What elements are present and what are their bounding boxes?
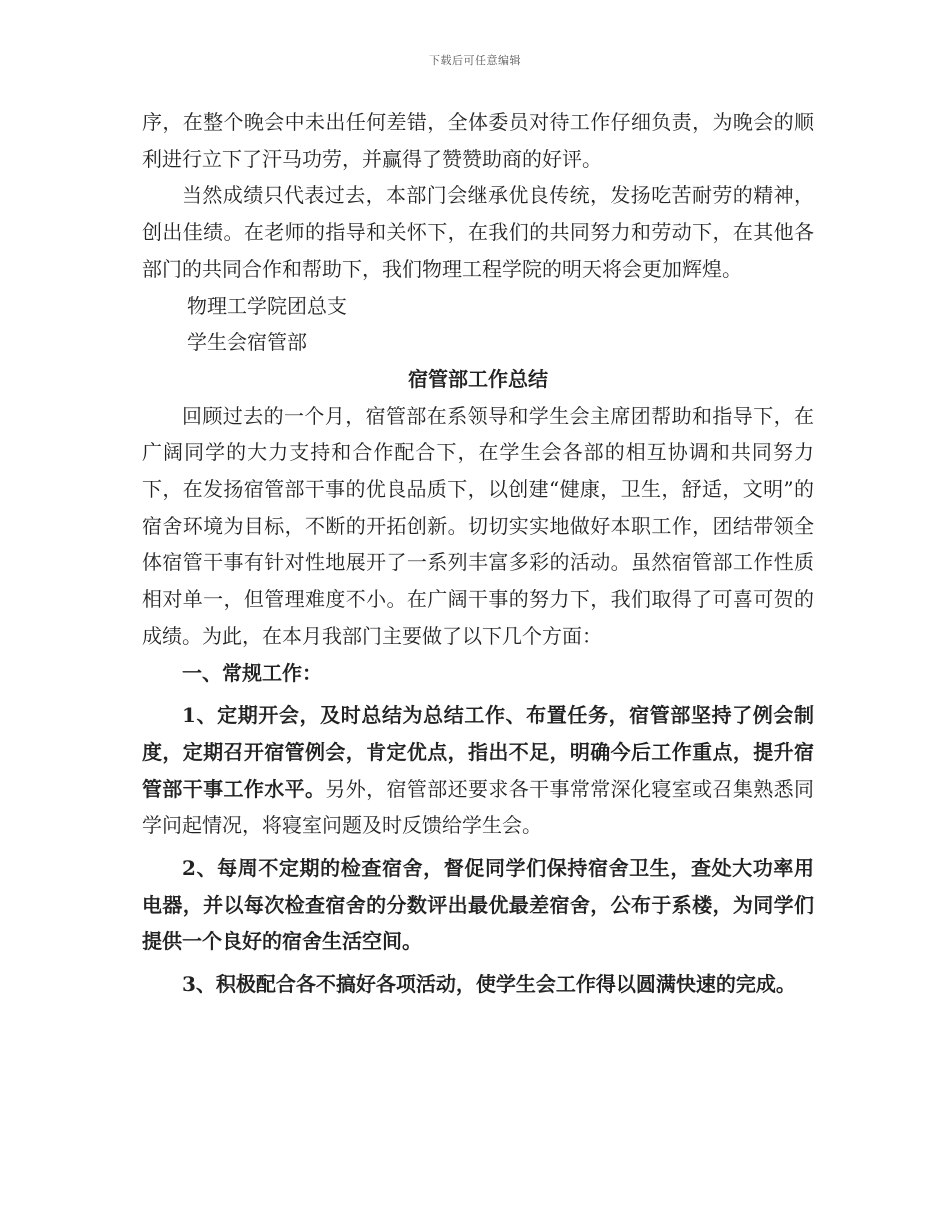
page-header: 下载后可任意编辑 xyxy=(429,54,521,67)
document-body xyxy=(142,104,814,1003)
paragraph-achievements: 当然成绩只代表过去，本部门会继承优良传统，发扬吃苦耐劳的精神，创出佳绩。在老师的指导和关怀下，在我们的共同努力和劳动下，在其他各部门的共同合作和帮助下，我们物理工程学院的明天将会更加辉煌。 xyxy=(142,183,814,281)
paragraph-intro: 回顾过去的一个月，宿管部在系领导和学生会主席团帮助和指导下，在广阔同学的大力支持和合作配合下，在学生会各部的相互协调和共同努力下，在发扬宿管部干事的优良品质下，以创建“健康，卫生，舒适，文明”的宿舍环境为目标，不断的开拓创新。切切实实地做好本职工作，团结带领全体宿管干事有针对性地展开了一系列丰富多彩的活动。虽然宿管部工作性质相对单一，但管理难度不小。在广阔干事的努力下，我们取得了可喜可贺的成绩。为此，在本月我部门主要做了以下几个方面： xyxy=(142,403,814,648)
section-heading-routine: 一、常规工作： xyxy=(182,660,322,685)
document-title: 宿管部工作总结 xyxy=(408,366,548,391)
item-1 xyxy=(142,697,814,844)
item-2: 2、每周不定期的检查宿舍，督促同学们保持宿舍卫生，查处大功率用电器，并以每次检查宿舍的分数评出最优最差宿舍，公布于系楼，为同学们提供一个良好的宿舍生活空间。 xyxy=(142,856,814,954)
signature-org: 物理工学院团总支 xyxy=(187,293,347,318)
item-1-bold: 1、定期开会，及时总结为总结工作、布置任务，宿管部坚持了例会制度，定期召开宿管例会，肯定优点，指出不足，明确今后工作重点，提升宿管部干事工作水平。 xyxy=(142,703,814,801)
signature-dept: 学生会宿管部 xyxy=(187,330,307,355)
item-1-normal: 另外，宿管部还要求各干事常常深化寝室或召集熟悉同学问起情况，将寝室问题及时反馈给学生会。 xyxy=(142,776,814,838)
paragraph-continued: 序，在整个晚会中未出任何差错，全体委员对待工作仔细负责，为晚会的顺利进行立下了汗马功劳，并赢得了赞赞助商的好评。 xyxy=(142,110,814,171)
item-3: 3、积极配合各不搞好各项活动，使学生会工作得以圆满快速的完成。 xyxy=(182,972,796,997)
